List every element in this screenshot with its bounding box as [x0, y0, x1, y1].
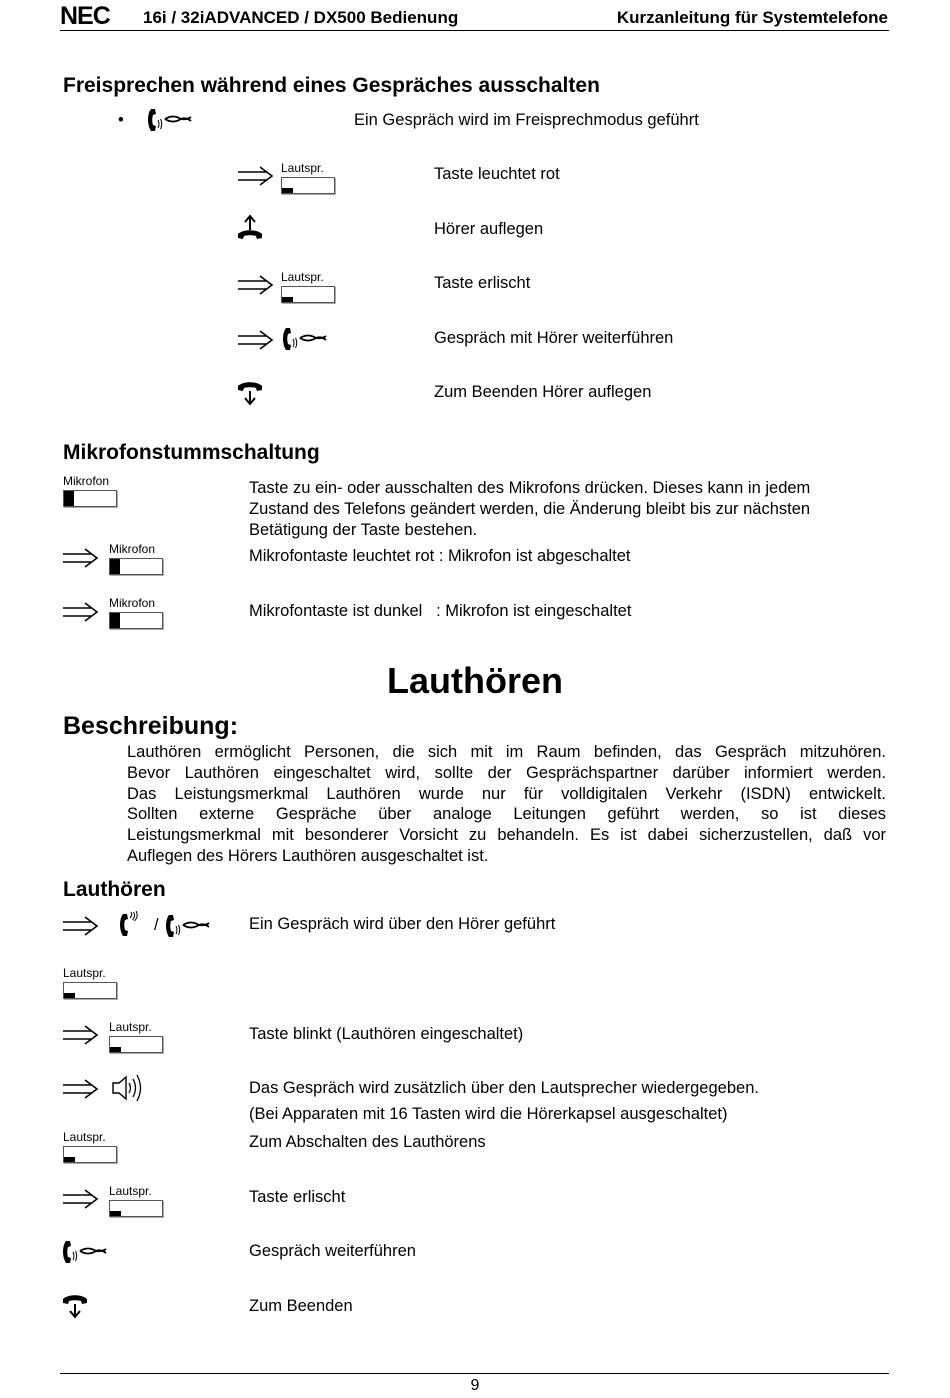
mikrofon-description-line: Taste zu ein- oder ausschalten des Mikrofons drücken. Dieses kann in jedem — [249, 479, 811, 497]
lautspr-key — [109, 1185, 163, 1217]
mikrofon-description-line: Betätigung der Taste bestehen. — [249, 521, 478, 539]
paragraph-line: Sollten externe Gespräche über analoge Leitungen geführt werden, so ist dieses — [127, 805, 886, 824]
arrow-icon — [63, 1025, 99, 1045]
arrow-icon — [63, 548, 99, 568]
paragraph-line: Bevor Lauthören eingeschaltet wird, sollte der Gesprächspartner darüber informiert werden. — [127, 763, 886, 782]
paragraph-line: Lauthören ermöglicht Personen, die sich mit im Raum befinden, das Gespräch mitzuhören. — [127, 743, 886, 761]
led-indicator — [110, 613, 120, 628]
mikrofon-description-line: Zustand des Telefons geändert werden, die Änderung bleibt bis zur nächsten — [249, 500, 811, 518]
arrow-icon — [238, 166, 274, 186]
sub-heading-lauthoeren: Lauthören — [63, 878, 166, 901]
bullet: • — [118, 111, 124, 129]
arrow-icon — [63, 1189, 99, 1209]
key-label: Lautspr. — [109, 1020, 152, 1034]
step-text: Hörer auflegen — [434, 220, 544, 238]
section-heading-mikrofon: Mikrofonstummschaltung — [63, 441, 320, 464]
step-text: Zum Beenden — [249, 1297, 353, 1315]
step-text: Taste leuchtet rot — [434, 165, 560, 183]
document-subtitle: Kurzanleitung für Systemtelefone — [616, 8, 888, 27]
key-label: Lautspr. — [281, 161, 324, 175]
mikrofon-key — [109, 597, 163, 629]
footer-rule — [60, 1373, 889, 1374]
step-text: Das Gespräch wird zusätzlich über den Lautsprecher wiedergegeben. — [249, 1079, 759, 1097]
lautspr-key — [109, 1021, 163, 1053]
step-text: Gespräch weiterführen — [249, 1242, 416, 1260]
led-indicator — [64, 993, 75, 998]
section-heading-freisprechen: Freisprechen während eines Gespräches ausschalten — [63, 74, 600, 97]
handset-handsfree-icon — [145, 106, 193, 134]
header-rule — [60, 30, 889, 31]
arrow-icon — [238, 275, 274, 295]
nec-logo: NEC — [60, 2, 110, 30]
speaker-icon — [111, 1073, 147, 1103]
beschreibung-paragraph — [127, 742, 886, 867]
key-label: Lautspr. — [109, 1184, 152, 1198]
step-text: Zum Beenden Hörer auflegen — [434, 383, 652, 401]
led-indicator — [282, 188, 293, 193]
mikrofon-key — [63, 475, 117, 507]
paragraph-line: Auflegen des Hörers Lauthören ausgeschaltet ist. — [127, 846, 489, 865]
mikrofon-key — [109, 543, 163, 575]
mikrofon-state-off: Mikrofontaste ist dunkel : Mikrofon ist eingeschaltet — [249, 602, 632, 620]
led-indicator — [110, 1211, 121, 1216]
slash-separator: / — [154, 916, 159, 934]
step-text: Taste blinkt (Lauthören eingeschaltet) — [249, 1025, 524, 1043]
step-text: Ein Gespräch wird im Freisprechmodus geführt — [354, 111, 699, 129]
handset-put-down-icon — [60, 1291, 90, 1319]
key-label: Lautspr. — [63, 966, 106, 980]
arrow-icon — [63, 916, 99, 936]
arrow-icon — [63, 1079, 99, 1099]
handset-talk-icon — [163, 912, 211, 940]
arrow-icon — [63, 602, 99, 622]
key-label: Mikrofon — [109, 542, 156, 556]
page-title-lauthoeren: Lauthören — [387, 660, 563, 701]
arrow-icon — [238, 330, 274, 350]
step-note: (Bei Apparaten mit 16 Tasten wird die Hörerkapsel ausgeschaltet) — [249, 1105, 728, 1123]
lautspr-key — [63, 967, 117, 999]
step-text: Taste erlischt — [434, 274, 531, 292]
led-indicator — [110, 1047, 121, 1052]
paragraph-line: Leistungsmerkmal mit besonderer Vorsicht zu behandeln. Es ist dabei sicherzustellen, daß vor — [127, 826, 886, 845]
paragraph-line: Das Leistungsmerkmal Lauthören wurde nur für volldigitalen Verkehr (ISDN) entwickelt. — [127, 784, 886, 803]
beschreibung-heading: Beschreibung: — [63, 712, 239, 740]
step-text: Taste erlischt — [249, 1188, 346, 1206]
handset-listen-icon — [117, 911, 139, 939]
lautspr-key — [281, 162, 335, 194]
step-text: Gespräch mit Hörer weiterführen — [434, 329, 674, 347]
handset-talk-icon — [60, 1238, 108, 1266]
handset-hang-up-icon — [235, 214, 265, 242]
key-label: Lautspr. — [63, 1130, 106, 1144]
lautspr-key — [63, 1131, 117, 1163]
led-indicator — [110, 559, 120, 574]
led-indicator — [282, 297, 293, 302]
document-title: 16i / 32iADVANCED / DX500 Bedienung — [143, 8, 459, 27]
mikrofon-state-on: Mikrofontaste leuchtet rot : Mikrofon ist abgeschaltet — [249, 547, 631, 565]
key-label: Mikrofon — [63, 474, 110, 488]
lautspr-key — [281, 271, 335, 303]
key-label: Lautspr. — [281, 270, 324, 284]
page-number: 9 — [470, 1377, 480, 1394]
step-text: Zum Abschalten des Lauthörens — [249, 1133, 486, 1151]
handset-talk-icon — [280, 325, 328, 353]
key-label: Mikrofon — [109, 596, 156, 610]
handset-put-down-icon — [235, 378, 265, 406]
step-text: Ein Gespräch wird über den Hörer geführt — [249, 915, 556, 933]
led-indicator — [64, 1157, 75, 1162]
led-indicator — [64, 491, 74, 506]
